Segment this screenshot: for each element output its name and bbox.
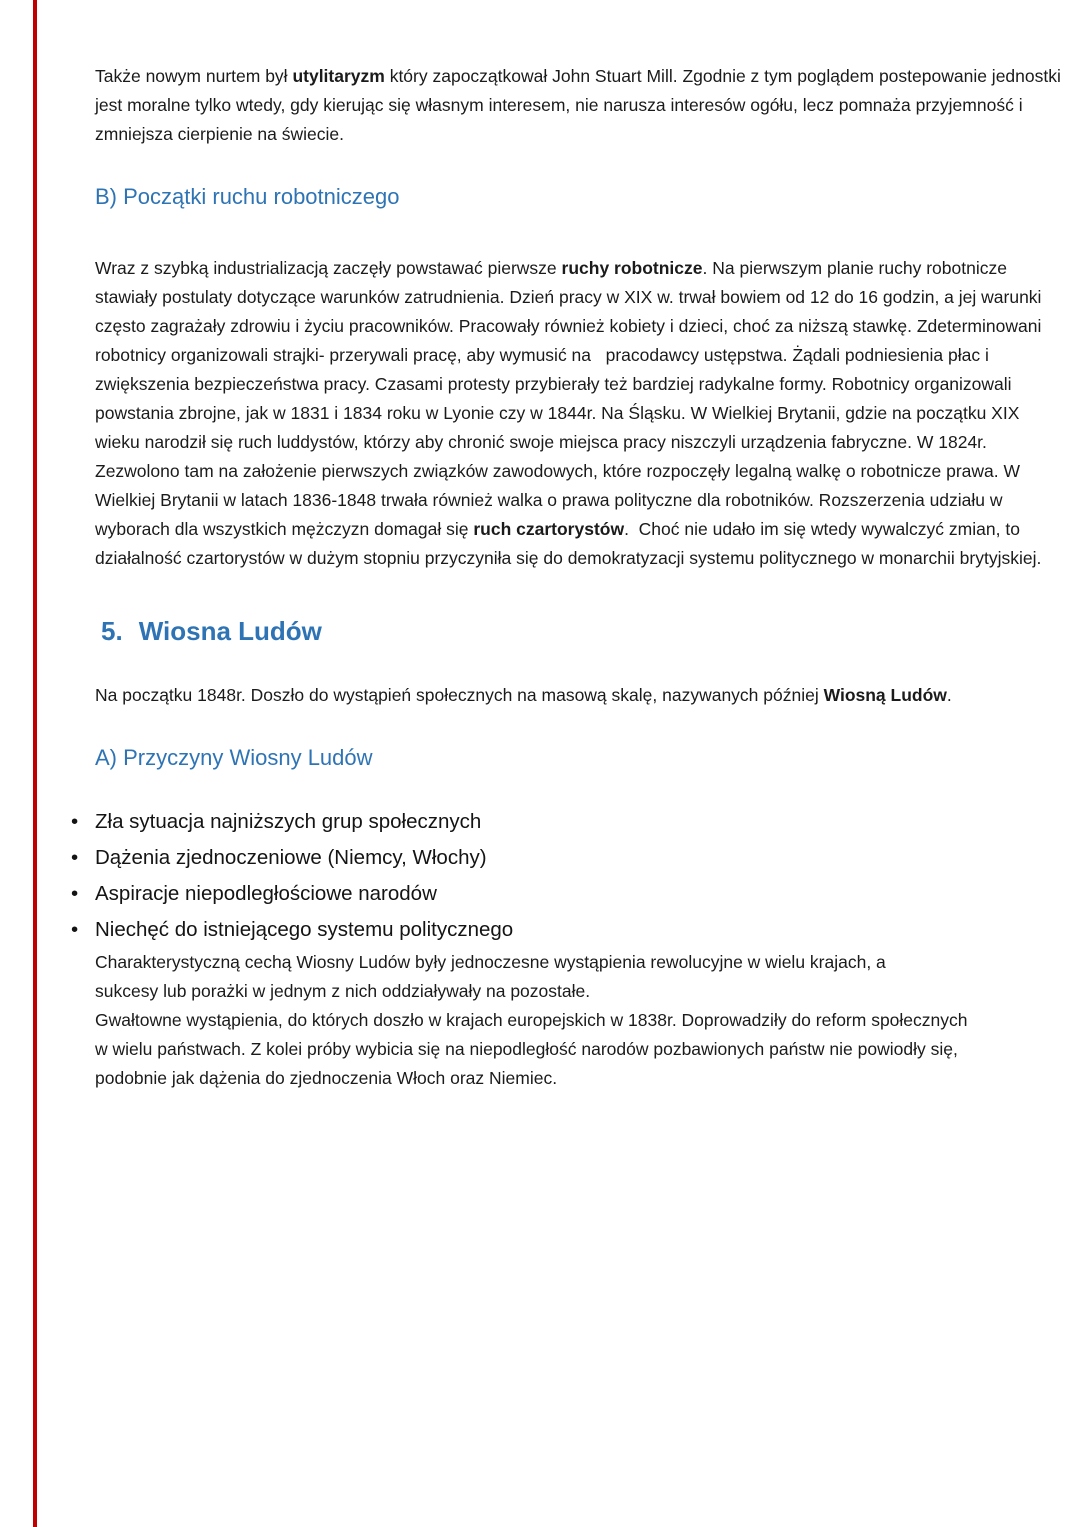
heading-title: Wiosna Ludów: [138, 616, 322, 646]
paragraph-characteristic: Charakterystyczną cechą Wiosny Ludów były jednoczesne wystąpienia rewolucyjne w wielu krajach, a sukcesy lub porażki w jednym z nich oddziaływały na pozostałe.: [95, 952, 891, 1001]
bold-term-ruchy-robotnicze: ruchy robotnicze: [561, 258, 703, 278]
paragraph-labour-movement: [95, 254, 1068, 573]
list-item-cause-3: • Aspiracje niepodległościowe narodów: [95, 876, 1068, 912]
left-margin-line: [33, 0, 37, 1527]
text-run: który zapoczątkował John Stuart Mill. Zgodnie z tym poglądem postepowanie jednostki jest moralne tylko wtedy, gdy kierując się własnym interesem, nie narusza interesów ogółu, lecz pomnaża przyjemność i zmniejsza cierpienie na świecie.: [95, 66, 1066, 144]
list-item-cause-2: • Dążenia zjednoczeniowe (Niemcy, Włochy): [95, 840, 1068, 876]
bold-term-ruch-czartorystow: ruch czartorystów: [473, 519, 625, 539]
text-run: Na początku 1848r. Doszło do wystąpień społecznych na masową skalę, nazywanych później: [95, 685, 824, 705]
text-run: Wraz z szybką industrializacją zaczęły powstawać pierwsze: [95, 258, 562, 278]
list-item-cause-1: • Zła sytuacja najniższych grup społecznych: [95, 804, 1068, 840]
text-run: .: [946, 685, 952, 705]
heading-number: 5.: [101, 616, 123, 646]
heading-b-poczatki-ruchu-robotniczego: B) Początki ruchu robotniczego: [95, 184, 400, 209]
heading-5-wiosna-ludow: [101, 615, 1068, 648]
text-run: Także nowym nurtem był: [95, 66, 293, 86]
list-item-cause-4: • Niechęć do istniejącego systemu politycznego: [95, 912, 1068, 948]
document-content: [95, 41, 1068, 1093]
text-run: . Choć nie udało im się wtedy wywalczyć zmian, to działalność czartorystów w dużym stopniu przyczyniła się do demokratyzacji systemu politycznego w monarchii brytyjskiej.: [95, 519, 1042, 568]
text-run: . Na pierwszym planie ruchy robotnicze stawiały postulaty dotyczące warunków zatrudnienia. Dzień pracy w XIX w. trwał bowiem od 12 do 16 godzin, a jej warunki często zagrażały zdrowiu i życiu pracowników. Pracowały również kobiety i dzieci, choć za niższą stawkę. Zdeterminowani robotnicy organizowali strajki- przerywali pracę, aby wymusić na pracodawcy ustępstwa. Żądali podniesienia płac i zwiększenia bezpieczeństwa pracy. Czasami protesty przybierały też bardziej radykalne formy. Robotnicy organizowali powstania zbrojne, jak w 1831 i 1834 roku w Lyonie czy w 1844r. Na Śląsku. W Wielkiej Brytanii, gdzie na początku XIX wieku narodził się ruch luddystów, którzy aby chronić swoje miejsca pracy niszczyli urządzenia fabryczne. W 1824r. Zezwolono tam na założenie pierwszych związków zawodowych, które rozpoczęły legalną walkę o robotnicze prawa. W Wielkiej Brytanii w latach 1836-1848 trwała również walka o prawa polityczne dla robotników. Rozszerzenia udziału w wyborach dla wszystkich mężczyzn domagał się: [95, 258, 1047, 539]
causes-list: [95, 804, 1068, 948]
paragraph-spring-intro: [95, 681, 1068, 710]
paragraph-outcome: Gwałtowne wystąpienia, do których doszło w krajach europejskich w 1838r. Doprowadziły do reform społecznych w wielu państwach. Z kolei próby wybicia się na niepodległość narodów pozbawionych państw nie powiodły się, podobnie jak dążenia do zjednoczenia Włoch oraz Niemiec.: [95, 1010, 973, 1088]
bold-term-wiosna-ludow: Wiosną Ludów: [823, 685, 947, 705]
paragraph-utilitarianism: [95, 62, 1068, 149]
bold-term-utylitaryzm: utylitaryzm: [292, 66, 385, 86]
heading-a-przyczyny-wiosny-ludow: A) Przyczyny Wiosny Ludów: [95, 745, 373, 770]
